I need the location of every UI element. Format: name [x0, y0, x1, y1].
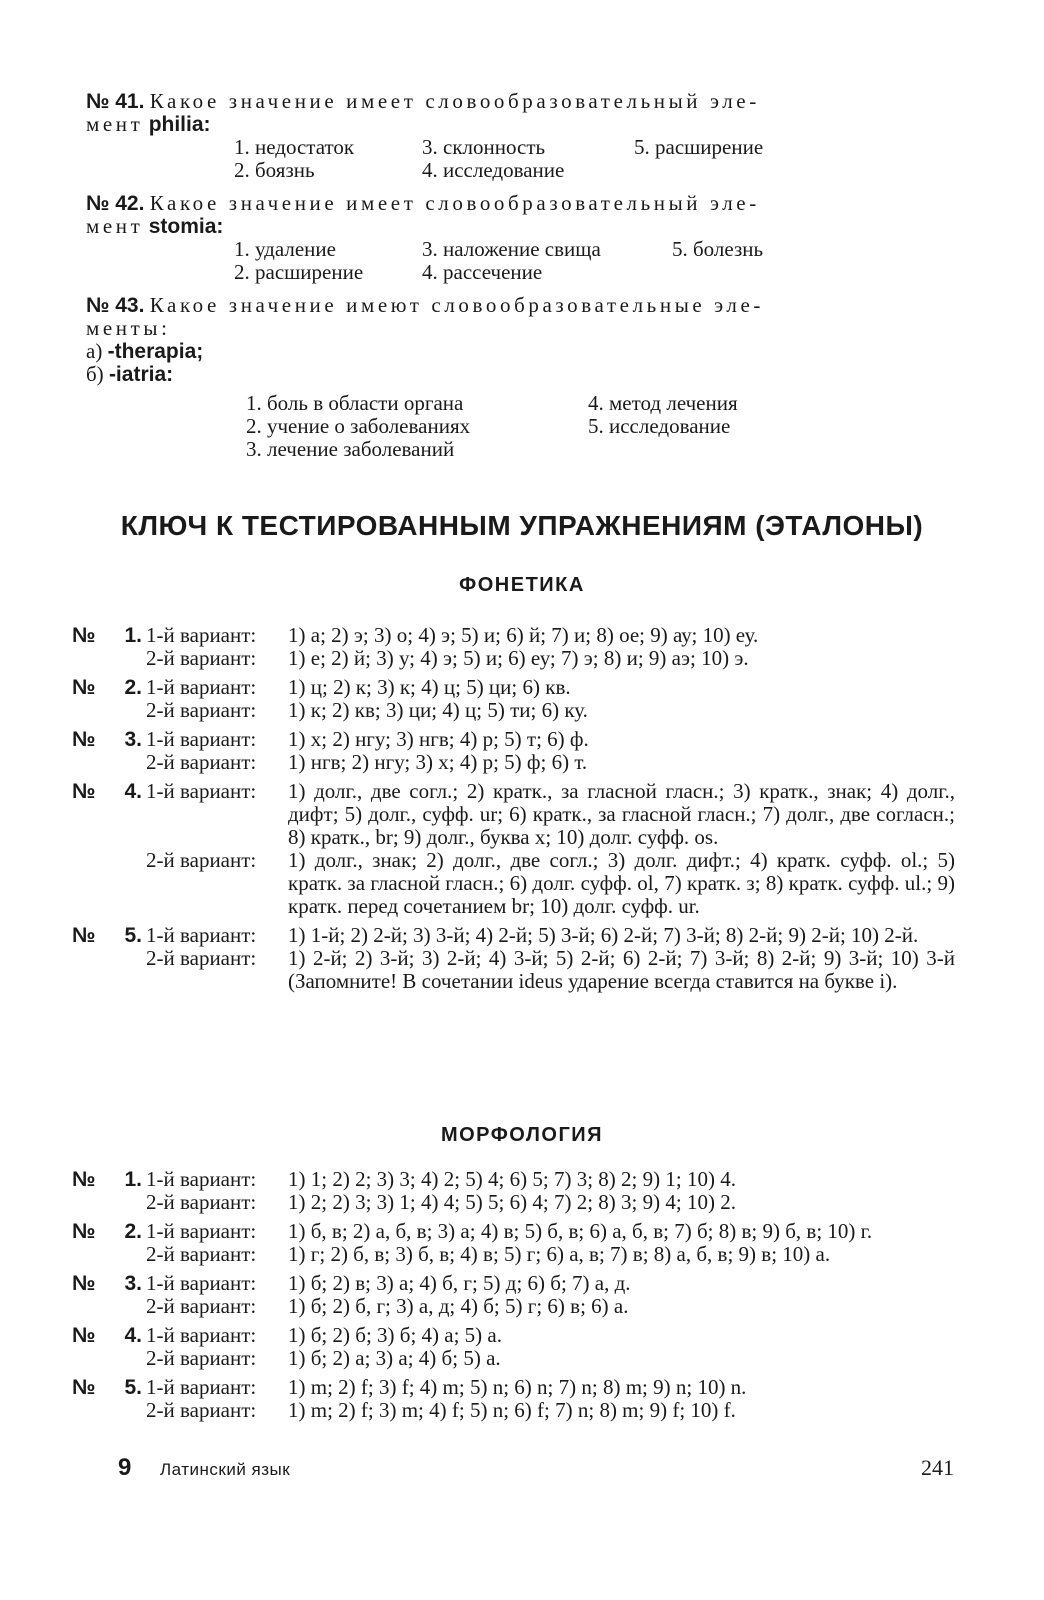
- variant-answers: 1) ц; 2) к; 3) к; 4) ц; 5) ци; 6) кв.: [288, 675, 571, 699]
- answer-entry: [70, 1376, 955, 1422]
- option: 1. удаление: [234, 237, 336, 261]
- section-heading-morphology: МОРФОЛОГИЯ: [440, 1124, 604, 1146]
- variant-answers: 1) 1; 2) 2; 3) 3; 4) 2; 5) 4; 6) 5; 7) 3; 8) 2; 9) 1; 10) 4.: [288, 1167, 736, 1191]
- variant-row: [146, 849, 955, 918]
- variant-label: 2-й вариант:: [146, 698, 257, 722]
- exercise-number-value: 4.: [124, 1324, 142, 1347]
- variant-answers: 1) нгв; 2) нгу; 3) х; 4) р; 5) ф; 6) т.: [288, 750, 588, 774]
- option: 1. недостаток: [234, 135, 355, 159]
- exercise-number: [70, 780, 146, 918]
- exercise-number: [70, 728, 146, 774]
- variant-row: [146, 1220, 955, 1243]
- variant-label: 2-й вариант:: [146, 750, 257, 774]
- variant-label: 2-й вариант:: [146, 646, 257, 670]
- answer-entry: [70, 624, 955, 670]
- variant-row: [146, 751, 955, 774]
- variant-row: [146, 728, 955, 751]
- exercise-number-value: 5.: [124, 1376, 142, 1399]
- answer-entry: [70, 728, 955, 774]
- phonetics-answer-list: [70, 624, 955, 999]
- option: 5. расширение: [634, 135, 764, 159]
- variant-answers: 1) 2-й; 2) 3-й; 3) 2-й; 4) 3-й; 5) 2-й; 6) 2-й; 7) 3-й; 8) 2-й; 9) 3-й; 10) 3-й (Запомните! В сочетании ideus ударение всегда ставится на букве i).: [288, 946, 955, 993]
- answer-entry: [70, 924, 955, 993]
- number-sign: №: [72, 1324, 96, 1347]
- variant-label: 2-й вариант:: [146, 1294, 257, 1318]
- option: 4. исследование: [422, 158, 565, 182]
- option: 3. наложение свища: [422, 237, 601, 261]
- exercise-number-value: 5.: [124, 924, 142, 947]
- option: 5. болезнь: [672, 237, 764, 261]
- variant-answers: 1) 1-й; 2) 2-й; 3) 3-й; 4) 2-й; 5) 3-й; 6) 2-й; 7) 3-й; 8) 2-й; 9) 2-й; 10) 2-й.: [288, 923, 919, 947]
- variant-label: 2-й вариант:: [146, 1190, 257, 1214]
- variant-answers: 1) m; 2) f; 3) f; 4) m; 5) n; 6) n; 7) n; 8) m; 9) n; 10) n.: [288, 1375, 747, 1399]
- variant-label: 1-й вариант:: [146, 623, 257, 647]
- option: [634, 159, 834, 182]
- exercise-number: [70, 1324, 146, 1370]
- option: 2. расширение: [234, 260, 364, 284]
- answer-key-heading: КЛЮЧ К ТЕСТИРОВАННЫМ УПРАЖНЕНИЯМ (ЭТАЛОНЫ): [120, 510, 924, 541]
- number-sign: №: [72, 1272, 96, 1295]
- variant-label: 1-й вариант:: [146, 1375, 257, 1399]
- answer-entry: [70, 1272, 955, 1318]
- question-43: [86, 294, 956, 461]
- exercise-number-value: 3.: [124, 728, 142, 751]
- question-text: Какое значение имеет словообразовательный эле-: [149, 191, 760, 215]
- question-text: Какое значение имеет словообразовательный эле-: [149, 89, 760, 113]
- variant-row: [146, 1272, 955, 1295]
- variant-answers: 1) к; 2) кв; 3) ци; 4) ц; 5) ти; 6) ку.: [288, 698, 588, 722]
- sub-item-term: -iatria:: [108, 363, 174, 386]
- option: 1. боль в области органа: [246, 391, 464, 415]
- variant-answers: 1) а; 2) э; 3) о; 4) э; 5) и; 6) й; 7) и; 8) ое; 9) ау; 10) еу.: [288, 623, 759, 647]
- question-text-continued: мент: [86, 112, 144, 136]
- answer-options: [234, 238, 956, 284]
- option: 2. боязнь: [234, 158, 315, 182]
- exercise-number-value: 2.: [124, 1220, 142, 1243]
- option: 4. рассечение: [422, 260, 543, 284]
- option: 2. учение о заболеваниях: [246, 414, 471, 438]
- question-text-continued: мент: [86, 214, 144, 238]
- option: 5. исследование: [588, 414, 731, 438]
- number-sign: №: [72, 1376, 96, 1399]
- sub-item: [86, 340, 956, 363]
- exercise-number: [70, 676, 146, 722]
- number-sign: №: [72, 676, 96, 699]
- exercise-number-value: 3.: [124, 1272, 142, 1295]
- variant-answers: 1) б, в; 2) а, б, в; 3) а; 4) в; 5) б, в; 6) а, б, в; 7) б; 8) в; 9) б, в; 10) г.: [288, 1219, 873, 1243]
- variant-label: 2-й вариант:: [146, 1346, 257, 1370]
- exercise-number: [70, 1376, 146, 1422]
- variant-answers: 1) г; 2) б, в; 3) б, в; 4) в; 5) г; 6) а, в; 7) в; 8) а, б, в; 9) в; 10) а.: [288, 1242, 831, 1266]
- answer-entry: [70, 1168, 955, 1214]
- variant-row: [146, 1347, 955, 1370]
- variant-label: 1-й вариант:: [146, 1271, 257, 1295]
- morphology-answer-list: [70, 1168, 955, 1428]
- variant-row: [146, 1168, 955, 1191]
- variant-label: 1-й вариант:: [146, 1167, 257, 1191]
- sub-item: [86, 363, 956, 386]
- variant-answers: 1) б; 2) б, г; 3) а, д; 4) б; 5) г; 6) в; 6) а.: [288, 1294, 629, 1318]
- variant-row: [146, 947, 955, 993]
- variant-answers: 1) х; 2) нгу; 3) нгв; 4) р; 5) т; 6) ф.: [288, 727, 589, 751]
- variant-label: 1-й вариант:: [146, 923, 257, 947]
- book-title: Латинский язык: [160, 1460, 291, 1479]
- exercise-number: [70, 624, 146, 670]
- variant-answers: 1) 2; 2) 3; 3) 1; 4) 4; 5) 5; 6) 4; 7) 2; 8) 3; 9) 4; 10) 2.: [288, 1190, 736, 1214]
- number-sign: №: [72, 1220, 96, 1243]
- variant-row: [146, 1295, 955, 1318]
- exercise-number: [70, 924, 146, 993]
- question-term: philia:: [148, 113, 211, 136]
- option: 3. склонность: [422, 135, 546, 159]
- question-number: № 42.: [86, 192, 145, 215]
- variant-row: [146, 780, 955, 849]
- variant-row: [146, 1399, 955, 1422]
- variant-label: 1-й вариант:: [146, 779, 257, 803]
- variant-answers: 1) е; 2) й; 3) у; 4) э; 5) и; 6) еу; 7) э; 8) и; 9) аэ; 10) э.: [288, 646, 749, 670]
- exercise-number-value: 1.: [124, 624, 142, 647]
- option: [672, 261, 872, 284]
- variant-row: [146, 1243, 955, 1266]
- page-footer: [118, 1456, 954, 1481]
- answer-entry: [70, 780, 955, 918]
- variant-answers: 1) долг., две согл.; 2) кратк., за гласной гласн.; 3) кратк., знак; 4) долг., дифт; 5) долг., суфф. ur; 6) кратк., за гласной гласн.; 7) долг., две согласн.; 8) кратк., br; 9) долг., буква х; 10) долг. суфф. os.: [288, 779, 955, 849]
- question-number: № 43.: [86, 294, 145, 317]
- answer-entry: [70, 676, 955, 722]
- variant-label: 2-й вариант:: [146, 848, 257, 872]
- number-sign: №: [72, 624, 96, 647]
- answer-entry: [70, 1220, 955, 1266]
- variant-label: 2-й вариант:: [146, 1398, 257, 1422]
- option: [588, 438, 888, 461]
- signature-mark: 9: [118, 1454, 132, 1481]
- question-41: [86, 90, 956, 182]
- sub-item-term: -therapia;: [107, 340, 204, 363]
- number-sign: №: [72, 1168, 96, 1191]
- number-sign: №: [72, 780, 96, 803]
- question-text: Какое значение имеют словообразовательные эле-: [149, 293, 764, 317]
- question-number: № 41.: [86, 90, 145, 113]
- page-number: 241: [921, 1455, 954, 1480]
- answer-entry: [70, 1324, 955, 1370]
- number-sign: №: [72, 924, 96, 947]
- variant-label: 1-й вариант:: [146, 727, 257, 751]
- question-text-continued: менты:: [86, 316, 171, 340]
- option: 4. метод лечения: [588, 391, 738, 415]
- variant-row: [146, 624, 955, 647]
- answer-options: [234, 136, 956, 182]
- variant-row: [146, 676, 955, 699]
- exercise-number: [70, 1220, 146, 1266]
- question-term: stomia:: [148, 215, 224, 238]
- question-42: [86, 192, 956, 284]
- variant-label: 1-й вариант:: [146, 1323, 257, 1347]
- sub-item-label: а): [86, 339, 103, 363]
- exercise-number-value: 1.: [124, 1168, 142, 1191]
- number-sign: №: [72, 728, 96, 751]
- exercise-number-value: 4.: [124, 780, 142, 803]
- variant-answers: 1) б; 2) б; 3) б; 4) а; 5) а.: [288, 1323, 502, 1347]
- variant-answers: 1) б; 2) а; 3) а; 4) б; 5) а.: [288, 1346, 501, 1370]
- variant-label: 1-й вариант:: [146, 1219, 257, 1243]
- section-heading-phonetics: ФОНЕТИКА: [459, 574, 585, 596]
- exercise-number: [70, 1168, 146, 1214]
- variant-label: 2-й вариант:: [146, 1242, 257, 1266]
- sub-item-label: б): [86, 362, 104, 386]
- option: 3. лечение заболеваний: [246, 437, 455, 461]
- variant-answers: 1) долг., знак; 2) долг., две согл.; 3) долг. дифт.; 4) кратк. суфф. ol.; 5) кратк. за гласной гласн.; 6) долг. суфф. ol, 7) кратк. з; 8) кратк. суфф. ul.; 9) кратк. перед сочетанием br; 10) долг. суфф. ur.: [288, 848, 955, 918]
- variant-row: [146, 1376, 955, 1399]
- variant-row: [146, 1191, 955, 1214]
- exercise-number: [70, 1272, 146, 1318]
- variant-row: [146, 924, 955, 947]
- variant-row: [146, 1324, 955, 1347]
- variant-label: 1-й вариант:: [146, 675, 257, 699]
- answer-options: [246, 392, 956, 461]
- variant-answers: 1) б; 2) в; 3) а; 4) б, г; 5) д; 6) б; 7) а, д.: [288, 1271, 631, 1295]
- variant-label: 2-й вариант:: [146, 946, 257, 970]
- variant-answers: 1) m; 2) f; 3) m; 4) f; 5) n; 6) f; 7) n; 8) m; 9) f; 10) f.: [288, 1398, 736, 1422]
- variant-row: [146, 647, 955, 670]
- exercise-number-value: 2.: [124, 676, 142, 699]
- variant-row: [146, 699, 955, 722]
